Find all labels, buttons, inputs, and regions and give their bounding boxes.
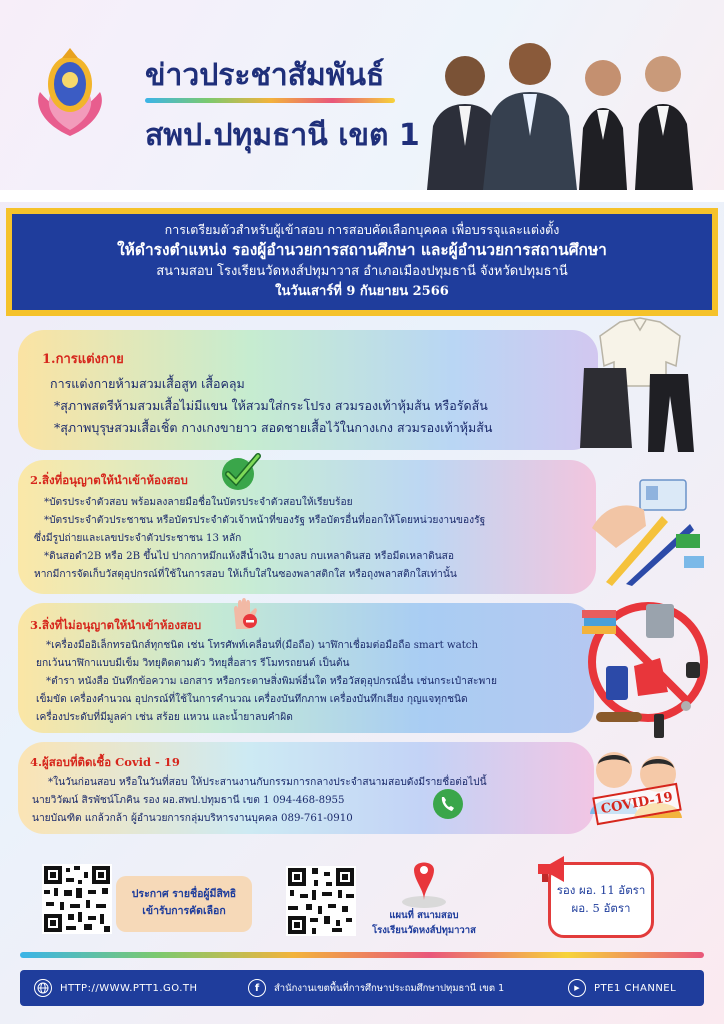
- website-url: HTTP://WWW.PTT1.GO.TH: [60, 982, 198, 994]
- map-label-line-1: แผนที่ สนามสอบ: [389, 910, 459, 921]
- prohibited-items-illustration: [576, 596, 710, 742]
- section-line: *ดินสอดำ2B หรือ 2B ขึ้นไป ปากกาหมึกแห้งสีน้ำเงิน ยางลบ กบเหลาดินสอ หรือมีดเหลาดินสอ: [44, 551, 454, 562]
- office-emblem-logo: [32, 44, 108, 144]
- announcement-line-1: การเตรียมตัวสำหรับผู้เข้าสอบ การสอบคัดเลือกบุคคล เพื่อบรรจุและแต่งตั้ง: [164, 222, 560, 237]
- facebook-icon: f: [248, 979, 266, 997]
- section-covid-instructions: [18, 742, 594, 834]
- announcement-inner: [12, 214, 712, 310]
- exam-map-label[interactable]: [354, 908, 494, 938]
- section-line: *ตำรา หนังสือ บันทึกข้อความ เอกสาร หรือกระดาษสิ่งพิมพ์อื่นใด หรือวัสดุอุปกรณ์อื่น เช่นกระเป๋าสะพาย: [46, 676, 497, 687]
- section-dress-code: [18, 330, 598, 450]
- section-line: เครื่องประดับที่มีมูลค่า เช่น สร้อย แหวน และน้ำยาลบคำผิด: [36, 712, 293, 723]
- footer-rainbow-divider: [20, 952, 704, 958]
- section-line: ยกเว้นนาฬิกาแบบมีเข็ม วิทยุติดตามตัว วิทยุสื่อสาร รีโมทรถยนต์ เป็นต้น: [36, 658, 350, 669]
- section-title: 1.การแต่งกาย: [42, 352, 124, 367]
- stop-hand-icon: [230, 595, 260, 631]
- section-line: ซึ่งมีรูปถ่ายและเลขประจำตัวประชาชน 13 หลัก: [34, 533, 242, 544]
- page-title: ข่าวประชาสัมพันธ์: [145, 58, 385, 93]
- divider-strip: [0, 190, 724, 202]
- section-line: *เครื่องมืออิเล็กทรอนิกส์ทุกชนิด เช่น โทรศัพท์เคลื่อนที่(มือถือ) นาฬิกาเชื่อมต่อมือถือ smart watch: [46, 640, 479, 651]
- section-line: การแต่งกายห้ามสวมเสื้อสูท เสื้อคลุม: [50, 376, 245, 391]
- result-box-line-1: ประกาศ รายชื่อผู้มีสิทธิ: [131, 888, 237, 900]
- announcement-line-3: สนามสอบ โรงเรียนวัดหงส์ปทุมาวาส อำเภอเมืองปทุมธานี จังหวัดปทุมธานี: [156, 264, 568, 279]
- section-title: 2.สิ่งที่อนุญาตให้นำเข้าห้องสอบ: [30, 473, 188, 487]
- youtube-icon: ▶: [568, 979, 586, 997]
- qr-code-candidates-list[interactable]: [42, 864, 112, 934]
- officials-photo: [425, 36, 700, 190]
- map-label-line-2: โรงเรียนวัดหงส์ปทุมาวาส: [372, 925, 476, 936]
- result-box-line-2: เข้ารับการคัดเลือก: [142, 905, 226, 917]
- title-rainbow-divider: [145, 98, 395, 103]
- section-title: 4.ผู้สอบที่ติดเชื้อ Covid - 19: [30, 755, 180, 769]
- check-icon: [218, 452, 262, 492]
- youtube-link[interactable]: [568, 970, 676, 1006]
- section-line: *สุภาพบุรุษสวมเสื้อเชิ้ต กางเกงขายาว สอดชายเสื้อไว้ในกางเกง สวมรองเท้าหุ้มส้น: [54, 420, 493, 435]
- section-prohibited-items: [18, 603, 594, 733]
- header-banner: [0, 0, 724, 190]
- section-line: *บัตรประจำตัวประชาชน หรือบัตรประจำตัวเจ้าหน้าที่ของรัฐ หรือบัตรอื่นที่ออกให้โดยหน่วยงานของรัฐ: [44, 515, 486, 526]
- facebook-page-name: สำนักงานเขตพื้นที่การศึกษาประถมศึกษาปทุมธานี เขต 1: [274, 982, 505, 994]
- website-link[interactable]: [34, 970, 198, 1006]
- stationery-illustration: [586, 476, 710, 586]
- phone-call-icon: [432, 788, 464, 820]
- section-line: *ในวันก่อนสอบ หรือในวันที่สอบ ให้ประสานงานกับกรรมการกลางประจำสนามสอบดังมีรายชื่อต่อไปนี้: [48, 777, 487, 788]
- section-line: เข็มขัด เครื่องคำนวณ อุปกรณ์ที่ใช้ในการคำนวณ เครื่องบันทึกภาพ เครื่องบันทึกเสียง กุญแจทุกชนิด: [36, 694, 468, 705]
- bubble-line-2: ผอ. 5 อัตรา: [571, 901, 631, 915]
- covid-stamp: COVID-19: [592, 783, 682, 826]
- section-line: นายบัณฑิต แกล้วกล้า ผู้อำนวยการกลุ่มบริหารงานบุคคล 089-761-0910: [32, 813, 353, 824]
- youtube-channel-name: PTE1 CHANNEL: [594, 982, 677, 994]
- clothing-illustration: [580, 316, 702, 456]
- candidates-announcement-label[interactable]: [116, 876, 252, 932]
- announcement-box: [6, 208, 718, 316]
- section-line: หากมีการจัดเก็บวัสดุอุปกรณ์ที่ใช้ในการสอบ ให้เก็บใส่ในซองพลาสติกใส หรือถุงพลาสติกใสเท่านั้น: [34, 569, 457, 580]
- section-title: 3.สิ่งที่ไม่อนุญาตให้นำเข้าห้องสอบ: [30, 618, 202, 632]
- section-line: *บัตรประจำตัวสอบ พร้อมลงลายมือชื่อในบัตรประจำตัวสอบให้เรียบร้อย: [44, 497, 353, 508]
- section-line: *สุภาพสตรีห้ามสวมเสื้อไม่มีแขน ให้สวมใส่กระโปรง สวมรองเท้าหุ้มส้น หรือรัดส้น: [54, 398, 488, 413]
- megaphone-icon: [534, 854, 568, 884]
- announcement-line-2: ให้ดำรงตำแหน่ง รองผู้อำนวยการสถานศึกษา และผู้อำนวยการสถานศึกษา: [117, 240, 607, 259]
- section-line: นายวิวัฒน์ สิรพัชน์โภคิน รอง ผอ.สพป.ปทุมธานี เขต 1 094-468-8955: [32, 795, 345, 806]
- bubble-line-1: รอง ผอ. 11 อัตรา: [556, 883, 646, 897]
- facebook-link[interactable]: [248, 970, 504, 1006]
- footer-bar: [20, 970, 704, 1006]
- section-allowed-items: [18, 460, 596, 594]
- announcement-line-4: ในวันเสาร์ที่ 9 กันยายน 2566: [275, 284, 449, 299]
- qr-code-exam-map[interactable]: [286, 866, 356, 936]
- globe-icon: [34, 979, 52, 997]
- map-pin-icon[interactable]: [396, 856, 452, 910]
- page-subtitle: สพป.ปทุมธานี เขต 1: [145, 118, 420, 153]
